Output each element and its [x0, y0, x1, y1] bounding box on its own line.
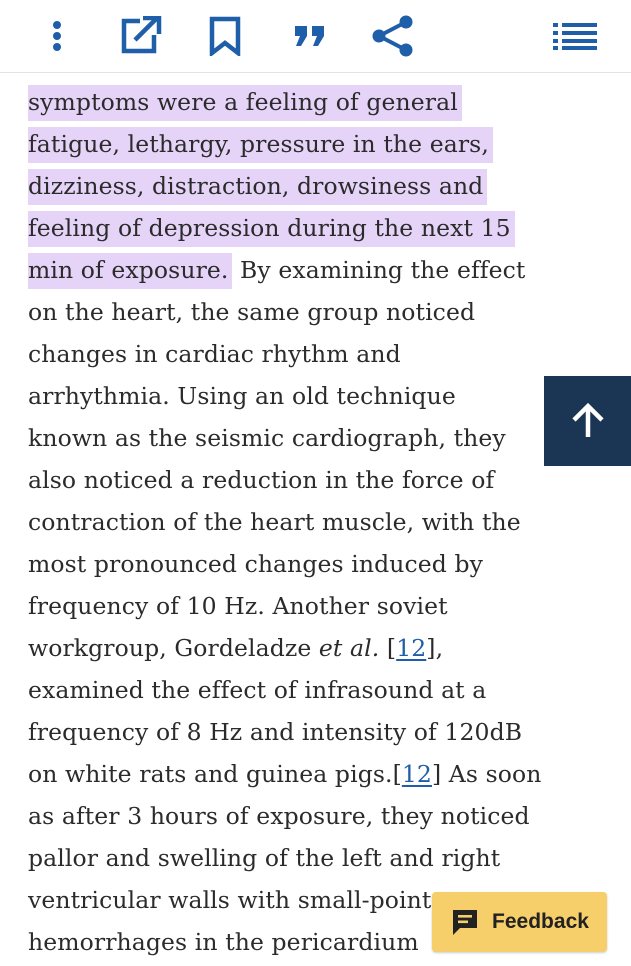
text-line: also noticed a reduction in the force of — [28, 466, 495, 494]
arrow-up-icon — [568, 401, 608, 441]
text-line — [28, 207, 588, 249]
open-in-new-button[interactable] — [115, 14, 165, 58]
text-fragment: ] As soon — [431, 760, 542, 788]
text-line — [28, 627, 588, 669]
highlighted-text: dizziness, distraction, drowsiness and — [28, 169, 487, 205]
share-icon — [369, 15, 415, 57]
text-line: examined the effect of infrasound at a — [28, 676, 487, 704]
text-line — [28, 753, 588, 795]
toc-list-icon — [552, 22, 598, 50]
article-toolbar — [0, 0, 631, 73]
text-line — [28, 165, 588, 207]
text-line — [28, 123, 588, 165]
text-line: contraction of the heart muscle, with the — [28, 508, 521, 536]
text-line: as after 3 hours of exposure, they noticed — [28, 802, 530, 830]
highlighted-text: symptoms were a feeling of general — [28, 85, 462, 121]
text-line: pallor and swelling of the left and right — [28, 844, 501, 872]
text-fragment: [ — [379, 634, 397, 662]
citation-link[interactable]: 12 — [396, 634, 427, 662]
text-line: known as the seismic cardiograph, they — [28, 424, 506, 452]
highlighted-text: min of exposure. — [28, 253, 232, 289]
article-paragraph — [0, 81, 588, 963]
cite-button[interactable] — [285, 14, 335, 58]
text-line: ventricular walls with small-point — [28, 886, 432, 914]
text-line: arrhythmia. Using an old technique — [28, 382, 456, 410]
text-line: frequency of 10 Hz. Another soviet — [28, 592, 448, 620]
article-body — [0, 81, 631, 966]
feedback-button[interactable] — [432, 892, 607, 952]
text-fragment: workgroup, Gordeladze — [28, 634, 319, 662]
text-line: most pronounced changes induced by — [28, 550, 484, 578]
bookmark-button[interactable] — [200, 14, 250, 58]
text-line: on the heart, the same group noticed — [28, 298, 476, 326]
text-line: hemorrhages in the pericardium — [28, 928, 419, 956]
text-line: frequency of 8 Hz and intensity of 120dB — [28, 718, 523, 746]
text-fragment: By examining the effect — [232, 256, 526, 284]
open-in-new-icon — [118, 16, 162, 56]
scroll-to-top-button[interactable] — [544, 376, 631, 466]
highlighted-text: fatigue, lethargy, pressure in the ears, — [28, 127, 493, 163]
text-line — [28, 81, 588, 123]
et-al-text: et al. — [318, 634, 380, 662]
table-of-contents-button[interactable] — [550, 14, 600, 58]
citation-link[interactable]: 12 — [401, 760, 432, 788]
text-line: changes in cardiac rhythm and — [28, 340, 401, 368]
bookmark-icon — [208, 16, 242, 56]
feedback-icon — [450, 908, 480, 936]
share-button[interactable] — [367, 14, 417, 58]
more-options-button[interactable] — [32, 14, 82, 58]
more-vertical-icon — [49, 19, 65, 53]
text-fragment: ], — [426, 634, 444, 662]
highlighted-text: feeling of depression during the next 15 — [28, 211, 515, 247]
quote-icon — [293, 24, 327, 48]
feedback-label: Feedback — [492, 910, 589, 933]
text-line — [28, 249, 588, 291]
text-fragment: on white rats and guinea pigs.[ — [28, 760, 402, 788]
